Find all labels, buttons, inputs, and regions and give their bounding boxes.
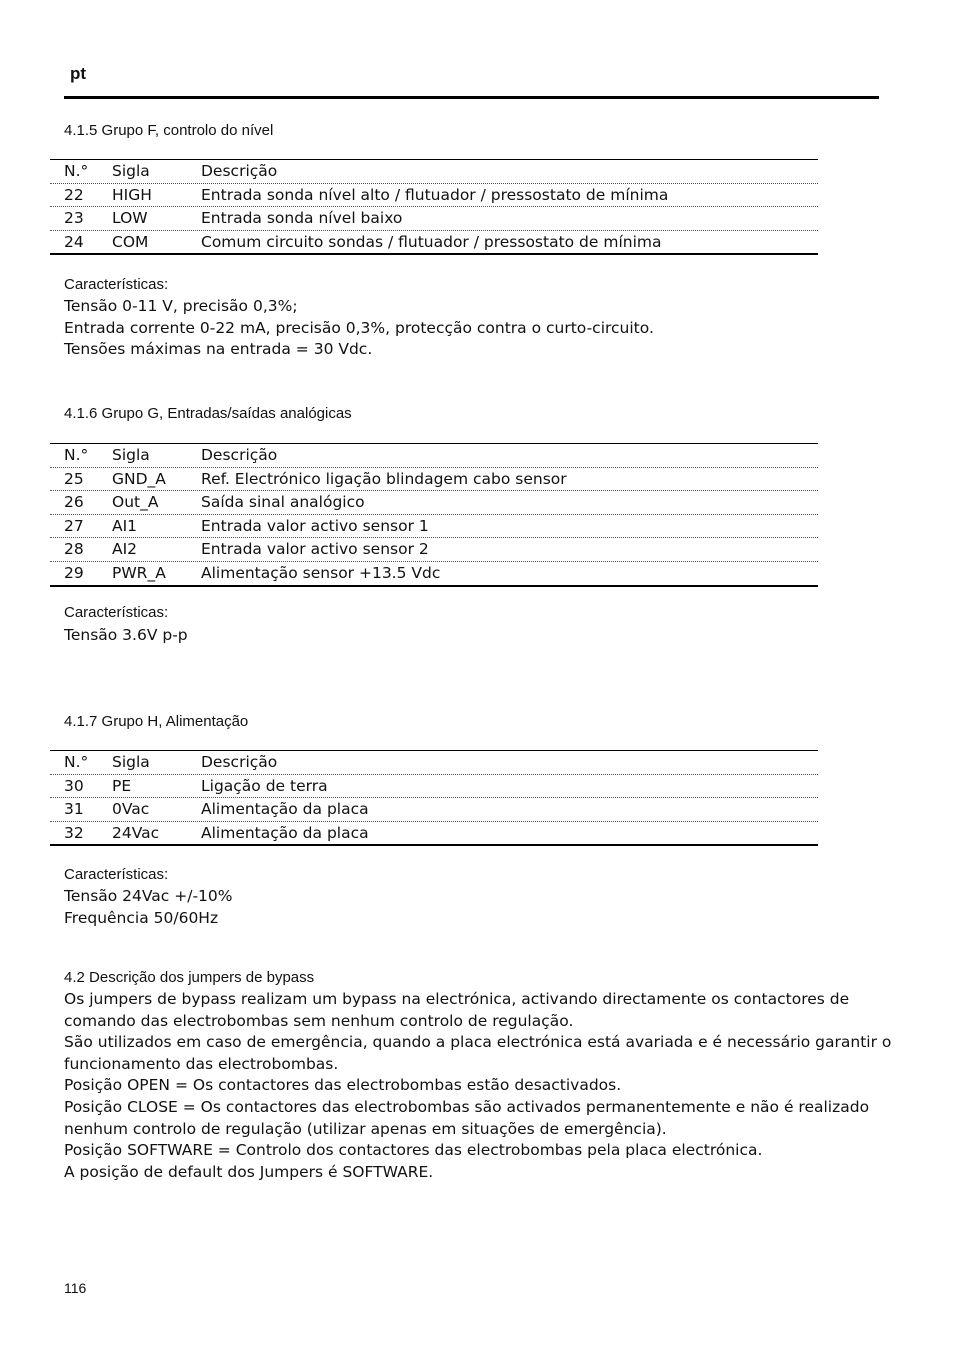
table-group-g xyxy=(50,443,818,587)
characteristic-line: Tensão 24Vac +/-10% xyxy=(64,887,233,905)
paragraph-line: A posição de default dos Jumpers é SOFTWARE. xyxy=(64,1162,434,1181)
col-header-sigla: Sigla xyxy=(112,446,150,464)
cell-description: Ligação de terra xyxy=(201,776,328,795)
cell-sigla: Out_A xyxy=(112,493,159,512)
section-title-bypass: 4.2 Descrição dos jumpers de bypass xyxy=(64,969,315,986)
cell-sigla: HIGH xyxy=(112,185,152,204)
table-row xyxy=(50,515,818,539)
language-code: pt xyxy=(70,64,87,83)
table-group-f xyxy=(50,159,818,255)
table-row xyxy=(50,184,818,208)
paragraph-line: Posição CLOSE = Os contactores das electrobombas são activados permanentemente e não é realizado xyxy=(64,1097,870,1116)
section-title-group-f: 4.1.5 Grupo F, controlo do nível xyxy=(64,122,274,139)
table-row xyxy=(50,491,818,515)
characteristic-line: Tensão 0-11 V, precisão 0,3%; xyxy=(64,297,298,315)
cell-number: 23 xyxy=(64,209,84,228)
cell-number: 27 xyxy=(64,516,84,535)
characteristics-label: Características: xyxy=(64,866,169,883)
col-header-description: Descrição xyxy=(201,162,278,180)
cell-description: Comum circuito sondas / flutuador / pressostato de mínima xyxy=(201,232,662,251)
section-title-group-h: 4.1.7 Grupo H, Alimentação xyxy=(64,713,249,730)
cell-description: Entrada sonda nível alto / flutuador / pressostato de mínima xyxy=(201,185,669,204)
table-header-row xyxy=(50,160,818,184)
table-row xyxy=(50,231,818,254)
cell-description: Entrada valor activo sensor 1 xyxy=(201,516,429,535)
cell-description: Alimentação sensor +13.5 Vdc xyxy=(201,563,441,582)
cell-number: 31 xyxy=(64,800,84,819)
table-row xyxy=(50,468,818,492)
cell-description: Entrada sonda nível baixo xyxy=(201,209,403,228)
characteristic-line: Tensões máximas na entrada = 30 Vdc. xyxy=(64,340,373,359)
cell-sigla: AI1 xyxy=(112,516,138,535)
cell-number: 29 xyxy=(64,563,84,582)
cell-description: Saída sinal analógico xyxy=(201,493,365,512)
characteristic-line: Entrada corrente 0-22 mA, precisão 0,3%, protecção contra o curto-circuito. xyxy=(64,318,654,337)
table-row xyxy=(50,562,818,585)
paragraph-line: comando das electrobombas sem nenhum controlo de regulação. xyxy=(64,1011,574,1030)
cell-sigla: COM xyxy=(112,232,149,251)
characteristics-text xyxy=(64,296,879,361)
cell-number: 32 xyxy=(64,823,84,842)
characteristics-label: Características: xyxy=(64,276,169,293)
characteristics-text xyxy=(64,886,879,929)
page-number: 116 xyxy=(64,1280,87,1296)
bypass-text xyxy=(64,989,892,1183)
table-row xyxy=(50,822,818,845)
paragraph-line: funcionamento das electrobombas. xyxy=(64,1054,339,1073)
header-rule xyxy=(64,96,879,99)
col-header-sigla: Sigla xyxy=(112,753,150,771)
characteristic-line: Tensão 3.6V p-p xyxy=(64,626,188,644)
table-row xyxy=(50,538,818,562)
paragraph-line: Posição OPEN = Os contactores das electrobombas estão desactivados. xyxy=(64,1076,622,1095)
cell-sigla: 0Vac xyxy=(112,800,150,819)
paragraph-line: Posição SOFTWARE = Controlo dos contactores das electrobombas pela placa electrónica. xyxy=(64,1141,763,1160)
cell-sigla: PE xyxy=(112,776,132,795)
characteristics-text xyxy=(64,625,879,647)
paragraph-line: São utilizados em caso de emergência, quando a placa electrónica está avariada e é necessário garantir o xyxy=(64,1033,892,1052)
cell-number: 25 xyxy=(64,469,84,488)
col-header-number: N.° xyxy=(64,162,89,180)
col-header-number: N.° xyxy=(64,753,89,771)
characteristic-line: Frequência 50/60Hz xyxy=(64,908,219,927)
cell-number: 30 xyxy=(64,776,84,795)
cell-number: 28 xyxy=(64,540,84,559)
cell-sigla: GND_A xyxy=(112,469,166,488)
cell-sigla: PWR_A xyxy=(112,563,166,582)
cell-sigla: 24Vac xyxy=(112,823,160,842)
cell-sigla: LOW xyxy=(112,209,148,228)
table-row xyxy=(50,207,818,231)
table-header-row xyxy=(50,751,818,775)
cell-sigla: AI2 xyxy=(112,540,138,559)
table-row xyxy=(50,798,818,822)
section-title-group-g: 4.1.6 Grupo G, Entradas/saídas analógicas xyxy=(64,405,352,422)
col-header-sigla: Sigla xyxy=(112,162,150,180)
cell-description: Entrada valor activo sensor 2 xyxy=(201,540,429,559)
cell-description: Alimentação da placa xyxy=(201,823,369,842)
table-header-row xyxy=(50,444,818,468)
col-header-description: Descrição xyxy=(201,446,278,464)
cell-number: 26 xyxy=(64,493,84,512)
cell-number: 24 xyxy=(64,232,84,251)
table-row xyxy=(50,775,818,799)
cell-description: Ref. Electrónico ligação blindagem cabo sensor xyxy=(201,469,567,488)
cell-number: 22 xyxy=(64,185,84,204)
col-header-description: Descrição xyxy=(201,753,278,771)
paragraph-line: nenhum controlo de regulação (utilizar apenas em situações de emergência). xyxy=(64,1119,667,1138)
table-group-h xyxy=(50,750,818,846)
characteristics-label: Características: xyxy=(64,604,169,621)
paragraph-line: Os jumpers de bypass realizam um bypass na electrónica, activando directamente os contactores de xyxy=(64,990,850,1008)
col-header-number: N.° xyxy=(64,446,89,464)
cell-description: Alimentação da placa xyxy=(201,800,369,819)
